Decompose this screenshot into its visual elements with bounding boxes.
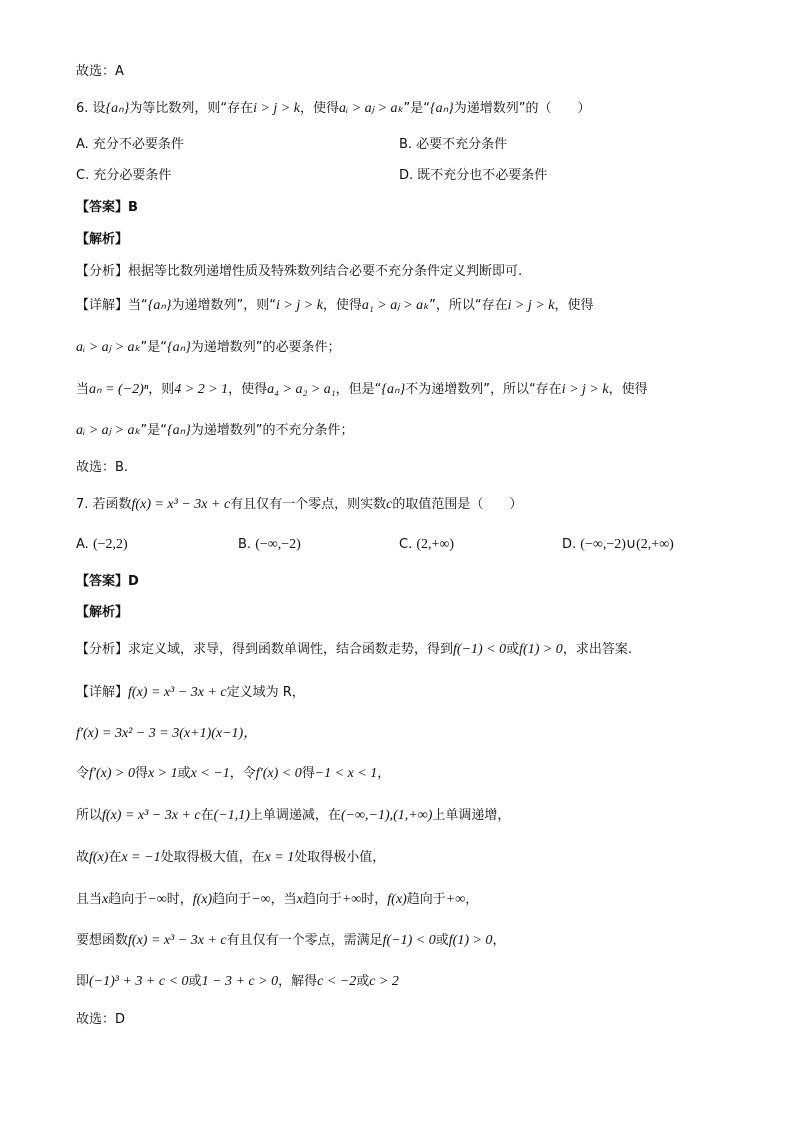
text: ”是“ — [140, 340, 168, 355]
math: x < −1 — [190, 766, 230, 781]
math: f′(x) > 0 — [89, 766, 135, 781]
text: ， — [377, 766, 391, 781]
math: x — [296, 892, 303, 907]
math: {aₙ} — [105, 101, 130, 116]
text: B. 必要不充分条件 — [399, 137, 508, 152]
math: i > j > k — [507, 298, 555, 313]
text: 时， — [166, 892, 193, 907]
math: −∞ — [147, 892, 167, 907]
math: (−∞,−2)∪(2,+∞) — [580, 537, 674, 552]
text: ，使得 — [554, 298, 594, 313]
math: f(x) = x³ − 3x + c — [128, 933, 227, 948]
text: 上单调递增， — [432, 808, 511, 823]
text: C. 充分必要条件 — [76, 168, 172, 183]
previous-answer-line — [76, 62, 124, 82]
choice-c — [76, 166, 171, 186]
text: A. 充分不必要条件 — [76, 137, 184, 152]
math: aᵢ > aⱼ > aₖ — [76, 340, 141, 355]
math: x = −1 — [121, 850, 161, 865]
label: B. — [238, 537, 252, 552]
label: D. — [562, 537, 577, 552]
math: (−1,1) — [213, 808, 250, 823]
text: 为等比数列，则“存在 — [129, 101, 254, 116]
math: f(−1) < 0 — [453, 642, 507, 657]
math: f(x) — [89, 850, 109, 865]
text: 定义域为 R， — [226, 685, 305, 700]
text: 且当 — [76, 892, 103, 907]
text: 故选：B. — [76, 460, 129, 475]
math: +∞ — [341, 892, 362, 907]
text: 故选：A — [76, 64, 124, 79]
text: 趋向于 — [108, 892, 148, 907]
text: 当 — [76, 382, 90, 397]
q7-interval-line — [76, 806, 510, 826]
text: D. 既不充分也不必要条件 — [399, 168, 548, 183]
math: aᵢ > aⱼ > aₖ — [338, 101, 404, 116]
text: ， — [465, 892, 479, 907]
text: 或 — [435, 933, 449, 948]
math: f′(x) < 0 — [255, 766, 302, 781]
math: −∞ — [251, 892, 271, 907]
math: f(x) — [192, 892, 213, 907]
text: ，使得 — [608, 382, 648, 397]
math: 1 − 3 + c > 0 — [201, 974, 279, 989]
math: i > j > k — [276, 298, 323, 313]
math: c < −2 — [317, 974, 357, 989]
text: 故选：D — [76, 1012, 126, 1027]
text: 为递增数列”的（ ） — [453, 101, 591, 116]
math: {aₙ} — [381, 382, 406, 397]
math: x — [102, 892, 109, 907]
choice-b — [399, 135, 507, 155]
q7-xiangjie-line-1 — [76, 683, 305, 703]
text: 【详解】 — [76, 685, 129, 700]
math: +∞ — [445, 892, 466, 907]
math: a₁ > aⱼ > aₖ — [361, 298, 430, 313]
text: 【分析】根据等比数列递增性质及特殊数列结合必要不充分条件定义判断即可. — [76, 264, 523, 279]
math: {aₙ} — [167, 340, 191, 355]
text: ，当 — [270, 892, 297, 907]
text: 【详解】当“ — [76, 298, 148, 313]
q7-jiexi-line — [76, 603, 128, 623]
q7-condition-line — [76, 931, 505, 951]
q7-choice-d — [562, 535, 674, 555]
text: ，使得 — [299, 101, 339, 116]
text: 所以 — [76, 808, 103, 823]
jiexi-label: 【解析】 — [76, 605, 129, 620]
math: 4 > 2 > 1 — [174, 382, 229, 397]
math: (−∞,−2) — [255, 537, 301, 552]
text: ，则 — [148, 382, 175, 397]
text: 处取得极小值， — [294, 850, 386, 865]
math: f(x) = x³ − 3x + c — [128, 685, 227, 700]
text: 在 — [108, 850, 122, 865]
xiangjie-line-3 — [76, 380, 648, 400]
math: (−∞,−1),(1,+∞) — [340, 808, 433, 823]
math: (−2,2) — [92, 537, 128, 552]
text: ，但是“ — [335, 382, 382, 397]
text: 或 — [188, 974, 202, 989]
text: 为递增数列”的必要条件； — [190, 340, 341, 355]
choice-d — [399, 166, 547, 186]
text: ， — [492, 933, 506, 948]
text: 即 — [76, 974, 90, 989]
fenxi-line — [76, 262, 522, 282]
text: 得 — [134, 766, 148, 781]
text: 或 — [356, 974, 370, 989]
text: ，解得 — [278, 974, 318, 989]
math: c > 2 — [369, 974, 399, 989]
text: 上单调递减，在 — [249, 808, 341, 823]
text: 或 — [177, 766, 191, 781]
math: f(−1) < 0 — [382, 933, 436, 948]
q6-final-answer — [76, 458, 128, 478]
text: 为递增数列”，则“ — [171, 298, 277, 313]
text: 令 — [76, 766, 90, 781]
text: ，使得 — [322, 298, 362, 313]
xiangjie-line-1 — [76, 296, 593, 316]
text: 处取得极大值，在 — [160, 850, 265, 865]
label: A. — [76, 537, 89, 552]
question-7-stem — [76, 495, 522, 515]
math: aᵢ > aⱼ > aₖ — [76, 423, 141, 438]
text: 6. 设 — [76, 101, 106, 116]
question-6-stem — [76, 99, 591, 119]
q7-choice-a — [76, 535, 128, 555]
q7-final-answer — [76, 1010, 125, 1030]
jiexi-label: 【解析】 — [76, 232, 129, 247]
q7-extrema-line — [76, 848, 385, 868]
q7-derivative-line — [76, 724, 257, 744]
math: {aₙ} — [167, 423, 191, 438]
text: 时， — [361, 892, 388, 907]
math: (−1)³ + 3 + c < 0 — [89, 974, 189, 989]
text: 趋向于 — [212, 892, 252, 907]
text: 故 — [76, 850, 90, 865]
math: f′(x) = 3x² − 3 = 3(x+1)(x−1)， — [76, 726, 258, 741]
q7-limit-line — [76, 890, 478, 910]
math: f(1) > 0 — [519, 642, 563, 657]
math: f(x) — [387, 892, 407, 907]
math: i > j > k — [561, 382, 609, 397]
math: (2,+∞) — [416, 537, 455, 552]
math: {aₙ} — [430, 101, 454, 116]
math: c — [386, 497, 393, 512]
text: 有且仅有一个零点，需满足 — [226, 933, 383, 948]
answer-label: 【答案】B — [76, 200, 138, 215]
text: 的取值范围是（ ） — [392, 497, 523, 512]
text: 7. 若函数 — [76, 497, 132, 512]
q7-choice-c — [399, 535, 454, 555]
math: a₄ > a₂ > a₁ — [267, 382, 336, 397]
jiexi-line — [76, 230, 128, 250]
math: x = 1 — [264, 850, 295, 865]
text: 【分析】求定义域，求导，得到函数单调性，结合函数走势，得到 — [76, 642, 454, 657]
text: 趋向于 — [406, 892, 446, 907]
q7-choice-b — [238, 535, 301, 555]
q7-answer-line — [76, 572, 139, 592]
math: −1 < x < 1 — [314, 766, 378, 781]
text: ”是“ — [403, 101, 430, 116]
choice-a — [76, 135, 184, 155]
text: 不为递增数列”，所以“存在 — [405, 382, 562, 397]
math: f(x) = x³ − 3x + c — [131, 497, 231, 512]
text: ，令 — [229, 766, 256, 781]
math: f(x) = x³ − 3x + c — [102, 808, 201, 823]
math: i > j > k — [253, 101, 300, 116]
math: {aₙ} — [147, 298, 172, 313]
q7-fenxi-line — [76, 640, 632, 660]
label: C. — [399, 537, 413, 552]
text: 为递增数列”的不充分条件； — [190, 423, 354, 438]
text: 要想函数 — [76, 933, 129, 948]
text: 或 — [506, 642, 520, 657]
text: ”是“ — [140, 423, 168, 438]
text: ，使得 — [228, 382, 268, 397]
text: 有且仅有一个零点，则实数 — [230, 497, 387, 512]
text: 得 — [301, 766, 315, 781]
text: 趋向于 — [302, 892, 342, 907]
xiangjie-line-2 — [76, 338, 341, 358]
answer-line — [76, 198, 138, 218]
math: f(1) > 0 — [448, 933, 493, 948]
xiangjie-line-4 — [76, 421, 354, 441]
math: aₙ = (−2)ⁿ — [89, 382, 149, 397]
text: ”，所以“存在 — [429, 298, 508, 313]
math: x > 1 — [147, 766, 178, 781]
text: 在 — [200, 808, 214, 823]
q7-solve-line — [76, 972, 399, 992]
q7-monotonic-line — [76, 764, 390, 784]
answer-label: 【答案】D — [76, 574, 139, 589]
text: ，求出答案. — [562, 642, 632, 657]
